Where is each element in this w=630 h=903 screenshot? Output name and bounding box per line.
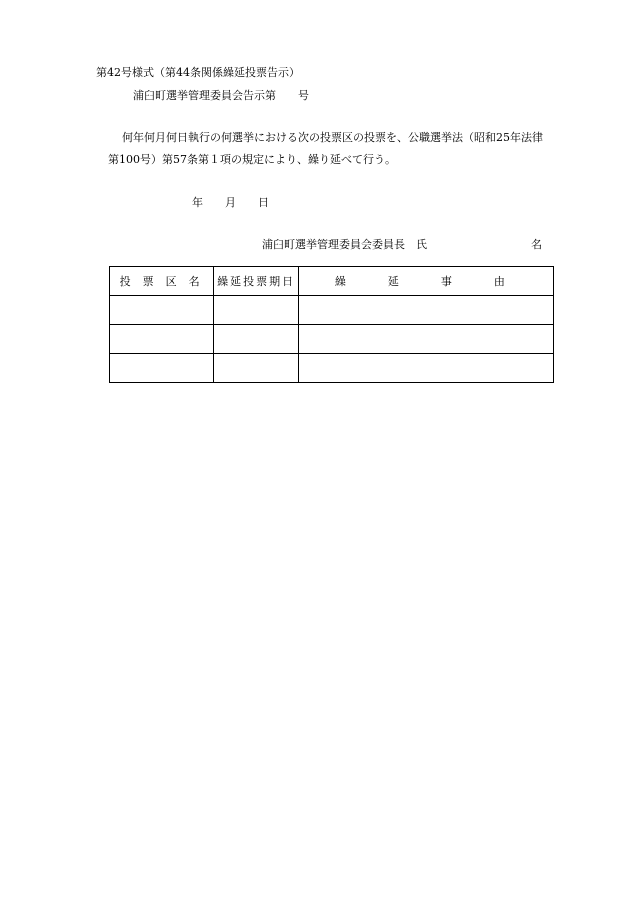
table-cell — [110, 325, 214, 354]
table-cell — [110, 296, 214, 325]
header-postponement-reason: 繰延事由 — [298, 267, 553, 296]
signature-name-suffix: 名 — [531, 238, 542, 251]
notice-body-line-2: 第100号）第57条第１項の規定により、繰り延べて行う。 — [108, 153, 396, 166]
signature-title: 浦臼町選挙管理委員会委員長 氏 — [262, 238, 427, 251]
table-cell — [298, 354, 553, 383]
table-cell — [214, 296, 299, 325]
form-number: 第42号様式（第44条関係繰延投票告示） — [96, 66, 300, 79]
table-cell — [214, 325, 299, 354]
postponed-voting-table — [109, 266, 554, 383]
notice-number: 浦臼町選挙管理委員会告示第 号 — [133, 89, 309, 102]
date-line: 年 月 日 — [192, 196, 269, 209]
table-header-row — [110, 267, 554, 296]
notice-body-line-1: 何年何月何日執行の何選挙における次の投票区の投票を、公職選挙法（昭和25年法律 — [122, 131, 543, 144]
table-row — [110, 354, 554, 383]
header-voting-district: 投票区名 — [110, 267, 214, 296]
header-postponed-date: 繰延投票期日 — [214, 267, 299, 296]
signature-line — [262, 238, 542, 252]
table-cell — [298, 296, 553, 325]
table-row — [110, 325, 554, 354]
table-cell — [214, 354, 299, 383]
table-cell — [110, 354, 214, 383]
table-row — [110, 296, 554, 325]
table-cell — [298, 325, 553, 354]
